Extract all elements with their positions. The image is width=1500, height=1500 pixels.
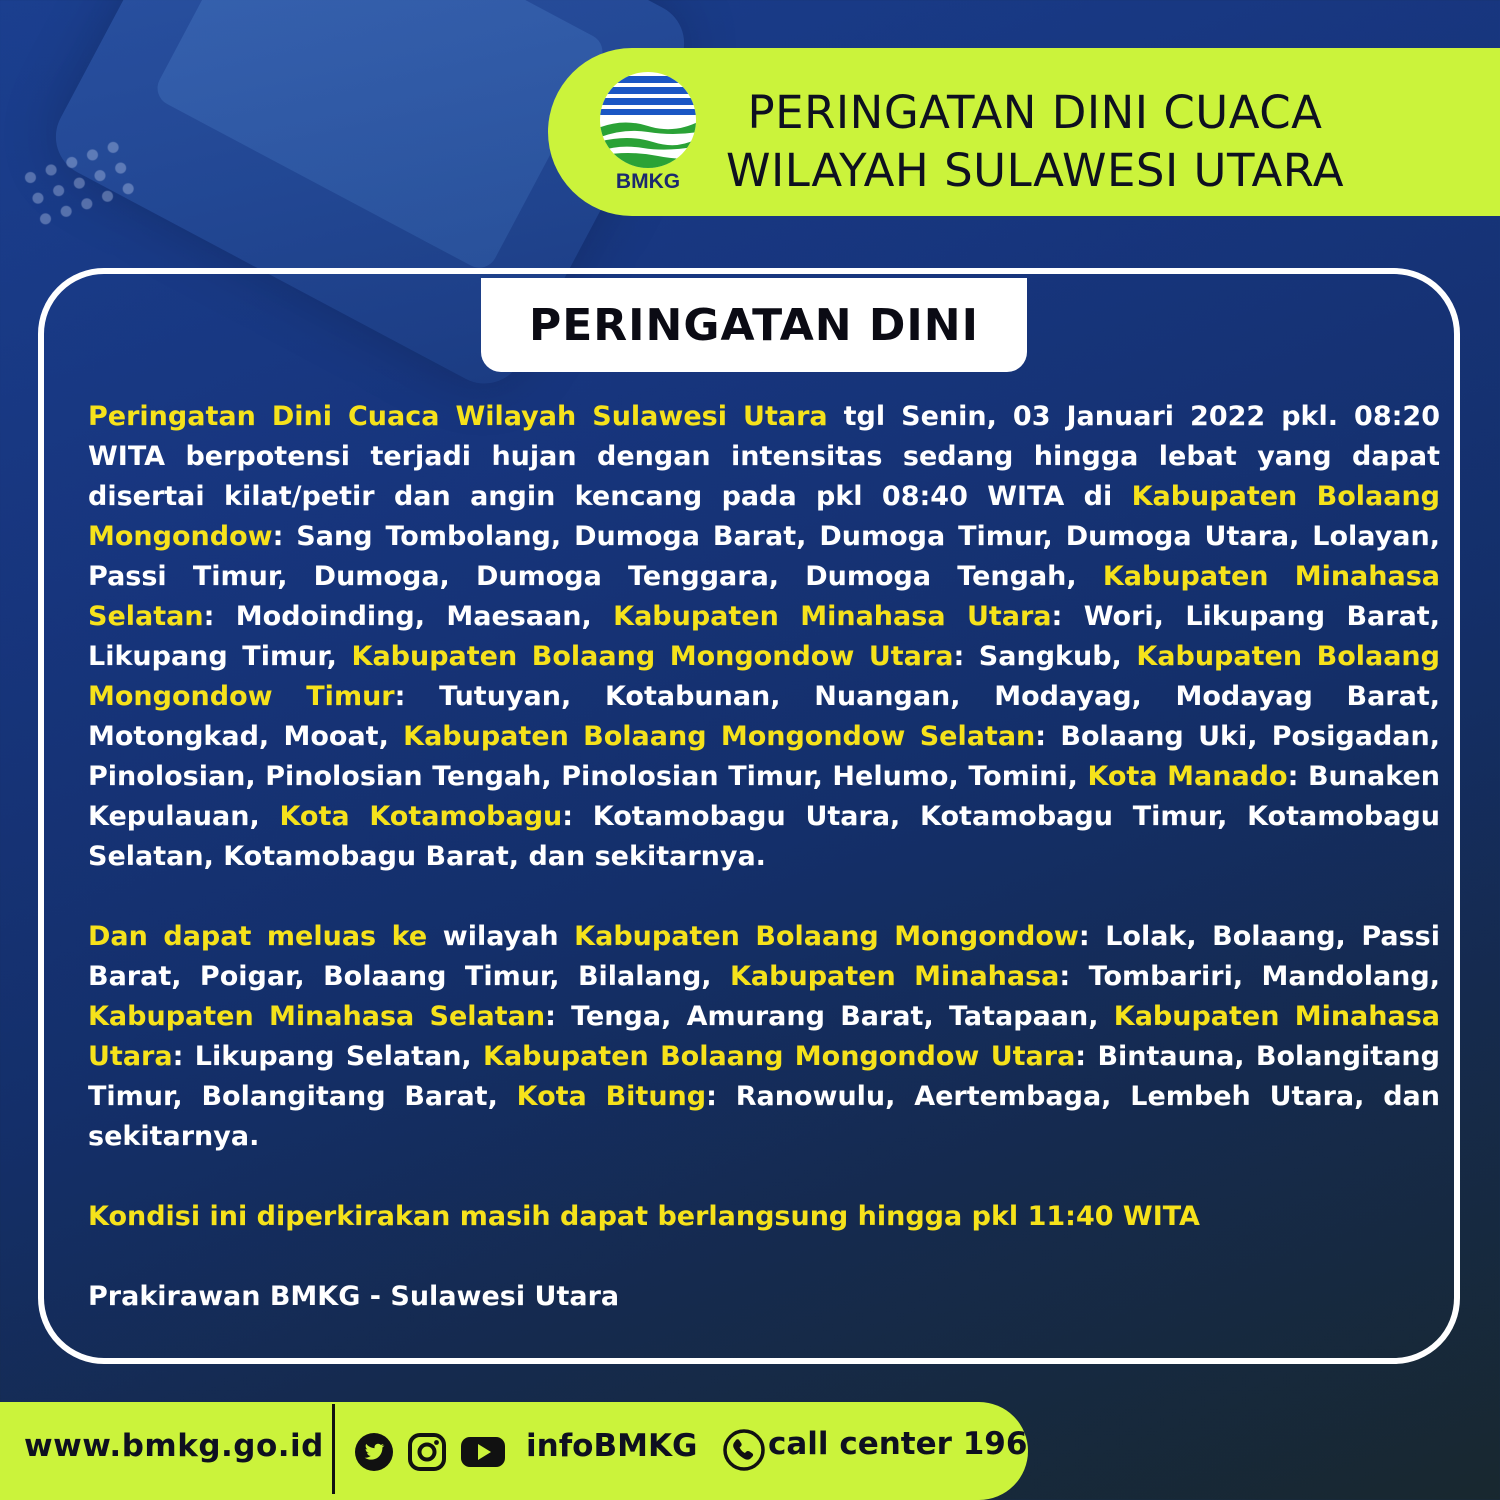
warning-text: : Lolak, Bolaang, Passi Barat, Poigar, Bolaang Timur, Bilalang, [88, 921, 1441, 992]
warning-text: : Wori, Likupang Barat, Likupang Timur, [88, 601, 1440, 672]
warning-text: : Sangkub, [953, 641, 1137, 672]
region-name: Kabupaten Bolaang Mongondow Utara [483, 1041, 1076, 1072]
warning-text: : Sang Tombolang, Dumoga Barat, Dumoga Timur, Dumoga Utara, Lolayan, Passi Timur, Dumoga, Dumoga Tenggara, Dumoga Tengah, [88, 521, 1440, 592]
website-link[interactable]: www.bmkg.go.id [24, 1428, 324, 1464]
region-name: Kota Manado [1087, 761, 1288, 792]
warning-content [88, 397, 1440, 1317]
warning-text: : Modoinding, Maesaan, [203, 601, 614, 632]
card-tab [481, 278, 1027, 372]
call-center-text[interactable]: call center 196 [768, 1426, 1028, 1462]
region-name: Kabupaten Minahasa Utara [88, 1001, 1441, 1072]
phone-icon [722, 1428, 766, 1472]
warning-text: : Tombariri, Mandolang, [1059, 961, 1440, 992]
signature-text: Prakirawan BMKG - Sulawesi Utara [88, 1281, 620, 1312]
warning-text: : Bintauna, Bolangitang Timur, Bolangitang Barat, [88, 1041, 1440, 1112]
warning-text: : Tutuyan, Kotabunan, Nuangan, Modayag, Modayag Barat, Motongkad, Mooat, [88, 681, 1440, 752]
region-name: Kabupaten Bolaang Mongondow [574, 921, 1079, 952]
region-name: Kabupaten Minahasa Selatan [88, 1001, 546, 1032]
region-name: Kabupaten Bolaang Mongondow Timur [88, 641, 1440, 712]
warning-text: tgl Senin, 03 Januari 2022 pkl. 08:20 WITA berpotensi terjadi hujan dengan intensitas sedang hingga lebat yang dapat disertai kilat/petir dan angin kencang pada pkl 08:40 WITA di [88, 401, 1440, 512]
footer-divider [332, 1404, 335, 1494]
region-name: Kabupaten Bolaang Mongondow [88, 481, 1440, 552]
region-name: Kota Kotamobagu [279, 801, 563, 832]
social-handle[interactable]: infoBMKG [526, 1428, 698, 1464]
warning-text: : Likupang Selatan, [172, 1041, 484, 1072]
region-name: Kabupaten Minahasa Utara [613, 601, 1052, 632]
background-keypad-graphic [16, 133, 143, 236]
warning-paragraph-1 [88, 397, 1440, 877]
condition-text: Kondisi ini diperkirakan masih dapat berlangsung hingga pkl 11:40 WITA [88, 1201, 1200, 1232]
twitter-icon[interactable] [354, 1432, 394, 1472]
banner-title-line2: WILAYAH SULAWESI UTARA [725, 144, 1345, 197]
bmkg-logo [598, 70, 698, 192]
warning-text: : Bolaang Uki, Posigadan, Pinolosian, Pinolosian Tengah, Pinolosian Timur, Helumo, Tomini, [88, 721, 1441, 792]
region-name: Kabupaten Bolaang Mongondow Selatan [403, 721, 1036, 752]
warning-paragraph-2 [88, 917, 1440, 1157]
banner-title [715, 84, 1355, 200]
region-name: Dan dapat meluas ke [88, 921, 428, 952]
region-name: Peringatan Dini Cuaca Wilayah Sulawesi Utara [88, 401, 828, 432]
warning-text: : Ranowulu, Aertembaga, Lembeh Utara, dan sekitarnya. [88, 1081, 1440, 1152]
region-name: Kota Bitung [516, 1081, 707, 1112]
region-name: Kabupaten Bolaang Mongondow Utara [351, 641, 954, 672]
warning-text: : Bunaken Kepulauan, [88, 761, 1440, 832]
banner-title-line1: PERINGATAN DINI CUACA [747, 86, 1323, 139]
card-title: PERINGATAN DINI [528, 299, 979, 351]
warning-text: wilayah [427, 921, 575, 952]
region-name: Kabupaten Minahasa Selatan [88, 561, 1440, 632]
warning-text: : Tenga, Amurang Barat, Tatapaan, [545, 1001, 1114, 1032]
instagram-icon[interactable] [407, 1432, 447, 1472]
warning-text: : Kotamobagu Utara, Kotamobagu Timur, Kotamobagu Selatan, Kotamobagu Barat, dan sekitarnya. [88, 801, 1440, 872]
region-name: Kabupaten Minahasa [730, 961, 1060, 992]
svg-text:BMKG: BMKG [615, 170, 681, 192]
youtube-icon[interactable] [460, 1432, 506, 1472]
